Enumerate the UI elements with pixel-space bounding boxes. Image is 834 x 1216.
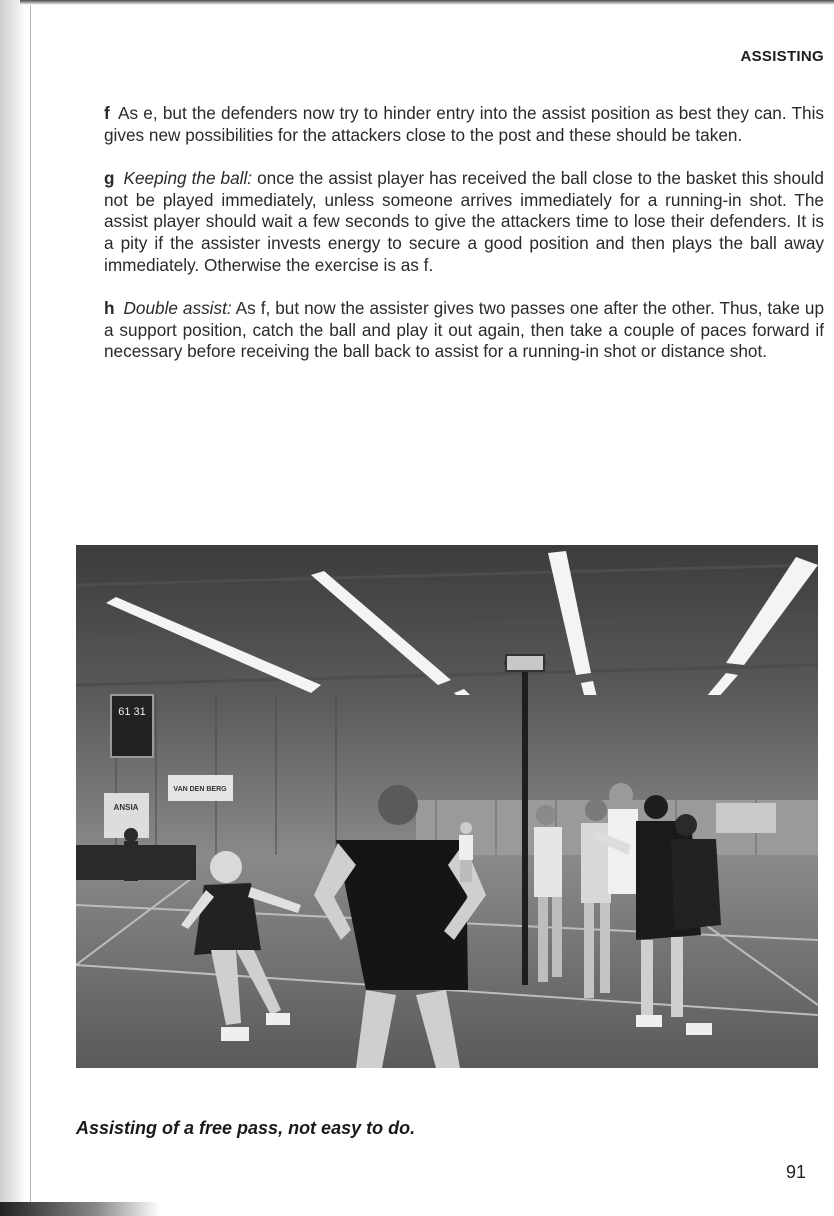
paragraph-g <box>104 168 824 276</box>
paragraph-text: As e, but the defenders now try to hinder entry into the assist position as best they can. This gives new possibilities for the attackers close to the post and these should be taken. <box>104 103 825 145</box>
paragraph-label: g <box>104 168 115 189</box>
korfball-photo <box>76 545 818 1068</box>
banner-left-text: ANSIA <box>113 803 139 812</box>
photo-caption: Assisting of a free pass, not easy to do. <box>76 1118 416 1138</box>
page-bottom-shadow <box>0 1202 160 1216</box>
scoreboard-text: 61 31 <box>118 706 146 718</box>
paragraph-text: As f, but now the assister gives two passes one after the other. Thus, take up a support position, catch the ball and play it out again, then take a couple of paces forward if necessary before receiving the ball back to assist for a running-in shot or distance shot. <box>104 298 825 362</box>
paragraph-h <box>104 298 824 363</box>
paragraph-text: once the assist player has received the ball close to the basket this should not be played immediately, unless someone arrives immediately for a running-in shot. The assist player should wait a few seconds to give the attackers time to lose their defenders. It is a pity if the assister invests energy to secure a good position and then plays the ball away immediately. Otherwise the exercise is as f. <box>104 168 824 275</box>
page-number: 91 <box>785 1162 806 1182</box>
page-top-edge <box>20 0 834 5</box>
running-head: ASSISTING <box>740 48 824 65</box>
paragraph-emphasis: Keeping the ball: <box>123 168 253 189</box>
paragraph-emphasis: Double assist: <box>123 298 232 319</box>
body-text <box>104 103 824 385</box>
paragraph-label: f <box>104 103 110 123</box>
paragraph-f <box>104 103 824 146</box>
page-gutter-line <box>30 0 31 1216</box>
korfball-photo-illustration <box>76 545 818 1068</box>
banner-center-text: VAN DEN BERG <box>173 786 227 793</box>
book-spine-shadow <box>0 0 26 1216</box>
paragraph-label: h <box>104 298 115 319</box>
